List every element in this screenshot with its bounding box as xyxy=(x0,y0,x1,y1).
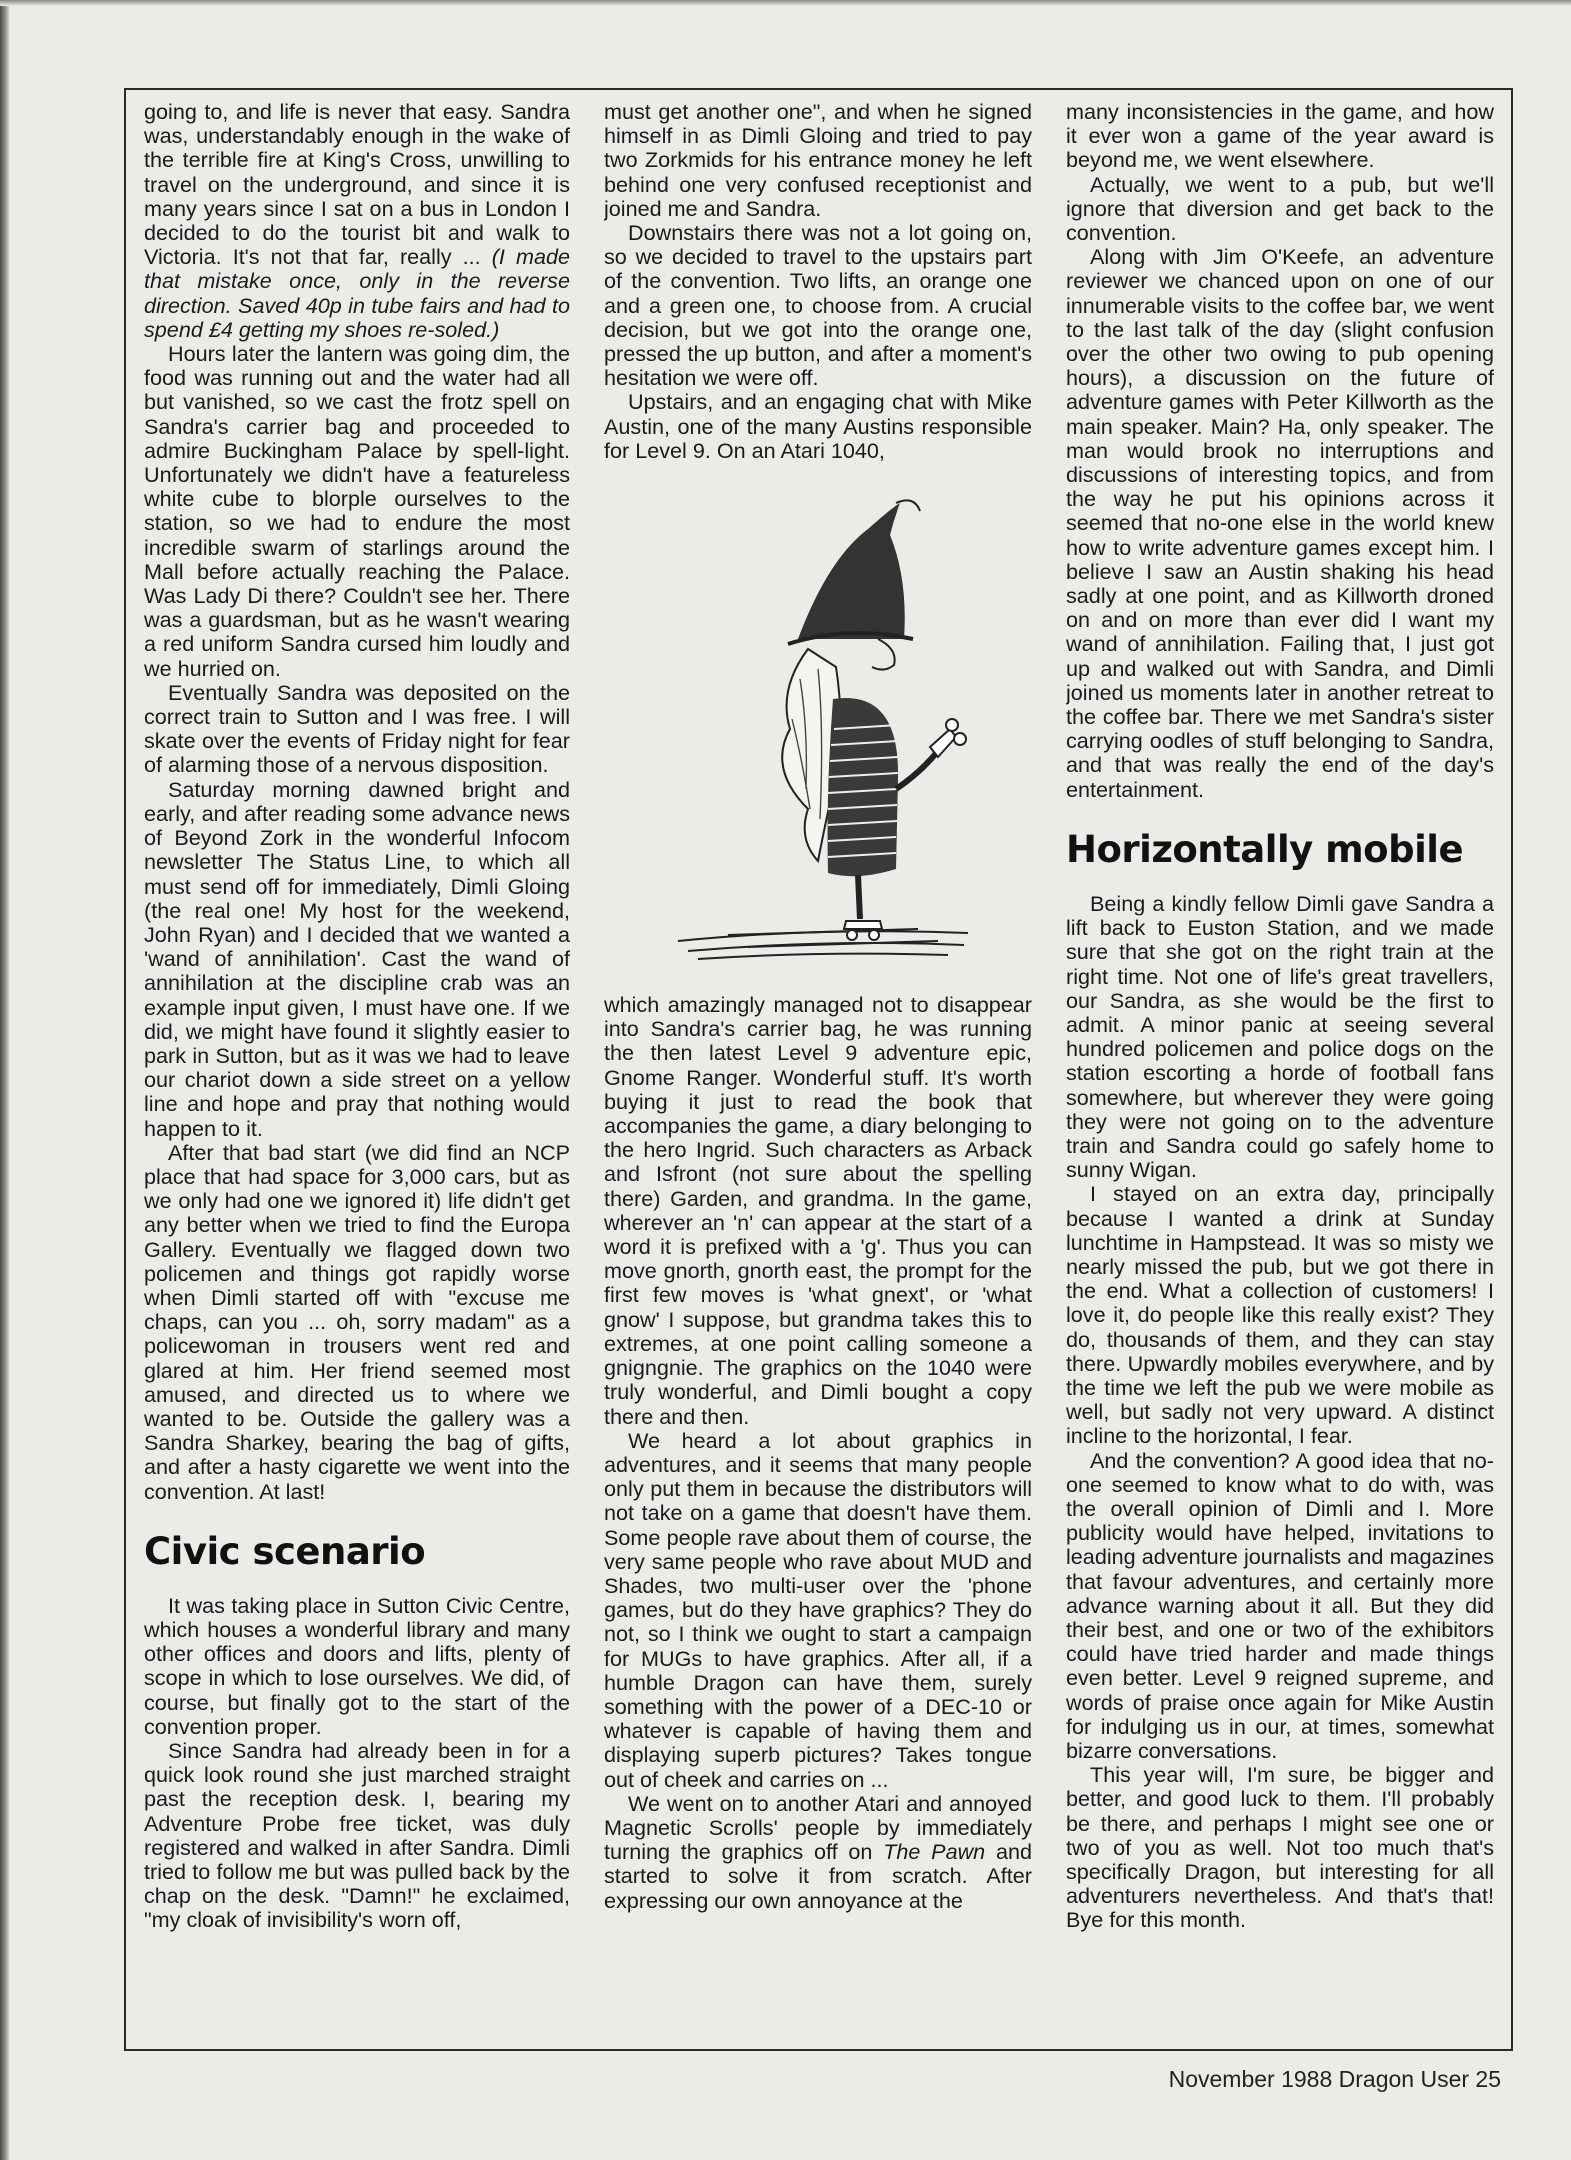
column-3 xyxy=(1066,100,1494,2040)
paragraph: Saturday morning dawned bright and early, and after reading some advance news of Beyond Zork in the wonderful Infocom newsletter The Status Line, to which all must send off for immediately, Dimli Gloing (the real one! My host for the weekend, John Ryan) and I decided that we wanted a 'wand of annihilation'. Cast the wand of annihilation at the discipline crab was an example input given, I must have one. If we did, we might have found it slightly easier to park in Sutton, but as it was we had to leave our chariot down a side street on a yellow line and hope and pray that nothing would happen to it. xyxy=(144,776,570,1141)
paragraph-text: going to, and life is never that easy. Sandra was, understandably enough in the wake of the terrible fire at King's Cross, unwilling to travel on the underground, and since it is many years since I sat on a bus in London I decided to do the tourist bit and walk to Victoria. It's not that far, really ... xyxy=(144,100,570,270)
paragraph: which amazingly managed not to disappear into Sandra's carrier bag, he was running the then latest Level 9 adventure epic, Gnome Ranger. Wonderful stuff. It's worth buying it just to read the book that accompanies the game, a diary belonging to the hero Ingrid. Such characters as Arback and Isfront (not sure about the spelling there) Garden, and grandma. In the game, wherever an 'n' can appear at the start of a word it is prefixed with a 'g'. Thus you can move gnorth, gnorth east, the prompt for the first few moves is 'what gnext', or 'what gnow' I suppose, but grandma takes this to extremes, at one point calling someone a gnigngnie. The graphics on the 1040 were truly wonderful, and Dimli bought a copy there and then. xyxy=(604,992,1032,1429)
paragraph: And the convention? A good idea that no-one seemed to know what to do with, was the overall opinion of Dimli and I. More publicity would have helped, invitations to leading adventure journalists and magazines that favour adventures, and certainly more advance warning about it all. But they did their best, and one or two of the exhibitors could have tried harder and made things even better. Level 9 reigned supreme, and words of praise once again for Mike Austin for indulging us in our, at times, somewhat bizarre conversations. xyxy=(1066,1447,1494,1763)
paragraph: We heard a lot about graphics in adventures, and it seems that many people only put them in because the distributors will not take on a game that doesn't have them. Some people rave about them of course, the very same people who rave about MUD and Shades, two multi-user over the 'phone games, but do they have graphics? They do not, so I think we ought to start a campaign for MUGs to have graphics. After all, if a humble Dragon can have them, surely something with the power of a DEC-10 or whatever is capable of having them and displaying superb pictures? Takes tongue out of cheek and carries on ... xyxy=(604,1427,1032,1792)
paragraph: After that bad start (we did find an NCP place that had space for 3,000 cars, but as we only had one we ignored it) life didn't get any better when we tried to find the Europa Gallery. Eventually we flagged down two policemen and things got rapidly worse when Dimli started off with "excuse me chaps, can you ... oh, sorry madam" as a policewoman in trousers went red and glared at him. Her friend seemed most amused, and directed us to where we wanted to be. Outside the gallery was a Sandra Sharkey, bearing the bag of gifts, and after a hasty cigarette we went into the convention. At last! xyxy=(144,1139,570,1504)
section-heading-horizontally-mobile: Horizontally mobile xyxy=(1066,827,1464,871)
paragraph: Eventually Sandra was deposited on the correct train to Sutton and I was free. I will skate over the events of Friday night for fear of alarming those of a nervous disposition. xyxy=(144,679,570,778)
paragraph: Since Sandra had already been in for a quick look round she just marched straight past the reception desk. I, bearing my Adventure Probe free ticket, was duly registered and walked in after Sandra. Dimli tried to follow me but was pulled back by the chap on the desk. "Damn!" he exclaimed, "my cloak of invisibility's worn off, xyxy=(144,1738,570,1933)
paragraph-text: and started to solve it from scratch. After expressing our own annoyance at the xyxy=(604,1839,1032,1913)
paragraph: Hours later the lantern was going dim, the food was running out and the water had all but vanished, so we cast the frotz spell on Sandra's carrier bag and proceeded to admire Buckingham Palace by spell-light. Unfortunately we didn't have a featureless white cube to blorple ourselves to the station, so we had to endure the most incredible swarm of starlings around the Mall before actually reaching the Palace. Was Lady Di there? Couldn't see her. There was a guardsman, but as he wasn't wearing a red uniform Sandra cursed him loudly and we hurried on. xyxy=(144,341,570,681)
paragraph: I stayed on an extra day, principally because I wanted a drink at Sunday lunchtime in Hampstead. It was so misty we nearly missed the pub, but we got there in the end. What a collection of customers! I love it, do people like this really exist? They do, thousands of them, and they can stay there. Upwardly mobiles everywhere, and by the time we left the pub we were mobile as well, but sadly not very upward. A distinct incline to the horizontal, I fear. xyxy=(1066,1181,1494,1449)
paragraph: Being a kindly fellow Dimli gave Sandra a lift back to Euston Station, and we made sure that she got on the right train at the right time. Not one of life's great travellers, our Sandra, as she would be the first to admit. A minor panic at seeing several hundred policemen and police dogs on the station escorting a horde of football fans somewhere, but wherever they were going they were not going on to the adventure train and Sandra could go safely home to sunny Wigan. xyxy=(1066,890,1494,1183)
paragraph: must get another one", and when he signed himself in as Dimli Gloing and tried to pay two Zorkmids for his entrance money he left behind one very confused receptionist and joined me and Sandra. xyxy=(604,100,1032,221)
paragraph-text: We went on to another Atari and annoyed Magnetic Scrolls' people by immediately turning the graphics off on xyxy=(604,1790,1032,1865)
paragraph: Along with Jim O'Keefe, an adventure reviewer we chanced upon on one of our innumerable visits to the coffee bar, we went to the last talk of the day (slight confusion over the other two owing to pub opening hours), a discussion on the future of adventure games with Peter Killworth as the main speaker. Main? Ha, only speaker. The man would brook no interruptions and discussions of interesting topics, and from the way he put his opinions across it seemed that no-one else in the world knew how to write adventure games except him. I believe I saw an Austin shaking his head sadly at one point, and as Killworth droned on and on more than ever did I want my wand of annihilation. Failing that, I just got up and walked out with Sandra, and Dimli joined us moments later in another retreat to the coffee bar. There we met Sandra's sister carrying oodles of stuff belonging to Sandra, and that was really the end of the day's entertainment. xyxy=(1066,244,1494,802)
paragraph: It was taking place in Sutton Civic Centre, which houses a wonderful library and many other offices and doors and lifts, plenty of scope in which to lose ourselves. We did, of course, but finally got to the start of the convention proper. xyxy=(144,1592,570,1739)
page-footer: November 1988 Dragon User 25 xyxy=(1168,2066,1501,2092)
paragraph: Actually, we went to a pub, but we'll ignore that diversion and get back to the convention. xyxy=(1066,171,1494,246)
column-1 xyxy=(144,100,570,2040)
paragraph: This year will, I'm sure, be bigger and better, and good luck to them. I'll probably be there, and perhaps I might see one or two of you as well. Not too much that's specifically Dragon, but interesting for all adventurers nevertheless. And that's that! Bye for this month. xyxy=(1066,1762,1494,1933)
skating-gnome-drawing xyxy=(668,489,968,969)
gnome-illustration xyxy=(604,489,1032,975)
editor-aside: (I made that mistake once, only in the reverse direction. Saved 40p in tube fairs and had to spend £4 getting my shoes re-soled.) xyxy=(144,244,570,342)
paragraph: Downstairs there was not a lot going on, so we decided to travel to the upstairs part of the convention. Two lifts, an orange one and a green one, to choose from. A crucial decision, but we got into the orange one, pressed the up button, and after a moment's hesitation we were off. xyxy=(604,220,1032,391)
section-heading-civic-scenario: Civic scenario xyxy=(144,1529,426,1573)
paragraph: many inconsistencies in the game, and how it ever won a game of the year award is beyond me, we went elsewhere. xyxy=(1066,100,1494,173)
column-2 xyxy=(604,100,1032,2040)
page-shadow-edge xyxy=(0,0,10,2160)
paragraph: Upstairs, and an engaging chat with Mike Austin, one of the many Austins responsible for Level 9. On an Atari 1040, xyxy=(604,389,1032,463)
paragraph xyxy=(604,1792,1032,1913)
game-title: The Pawn xyxy=(883,1839,986,1865)
page-shadow-top xyxy=(0,0,1571,6)
paragraph xyxy=(144,100,570,342)
